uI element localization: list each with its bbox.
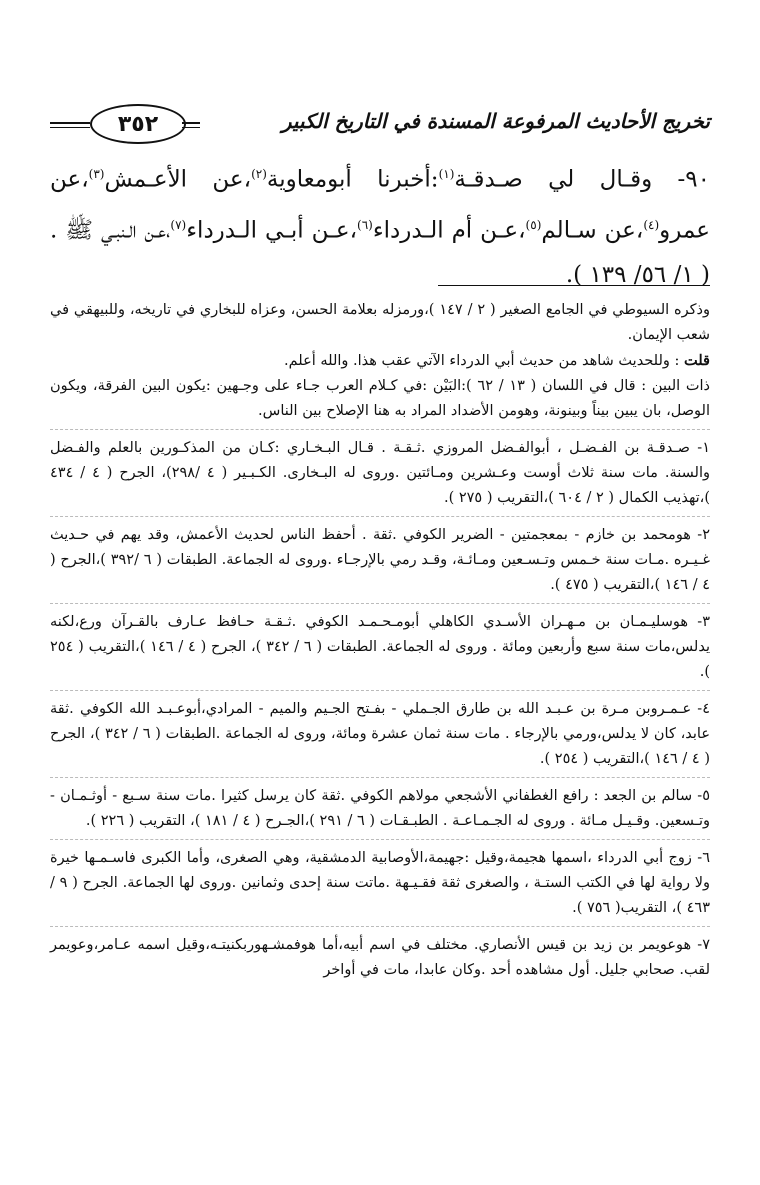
header-rule <box>50 127 90 128</box>
footnote-text: - سالم بن الجعد : رافع الغطفاني الأشجعي مولاهم الكوفي .ثقة كان يرسل كثيرا .مات سنة سـبع - أوثـمـان - وتـسعين. وقـيـل مـائة . وروى له الجـمـاعـة . الطبـقـات ( ٦ / ٢٩١ )،الجـرح ( ٤ / ١٨١ )، التقريب ( ٢٢٦ ). <box>50 788 710 829</box>
footnote-number: ٤ <box>702 701 710 717</box>
footnote-ref: (٧) <box>170 217 187 232</box>
note-divider <box>50 839 710 840</box>
note-divider <box>50 926 710 927</box>
footnote <box>50 610 710 685</box>
hadith-paragraph: ٩٠- وقـال لي صـدقـة$^{(١)}$:أخبرنا أبومعاوية$^{(٢)}$،عن الأعـمش$^{(٣)}$،عن عمرو$^{(٤)}$،عن سـالم$^{(٥)}$،عـن أم الـدرداء$^{(٦)}$،عـن أبـي الـدرداء$^{(٧)}$،عـن الـنبـي ﷺ . ( ١/ ٥٦/ ١٣٩ ). <box>50 166 710 289</box>
footnote-text: - صـدقـة بن الفـضـل ، أبوالفـضل المروزي .ثـقـة . قـال البـخـاري :كـان من المذكـورين بالعلم والفـضل والسنة. مات سنة ثلاث أوست وعـشرين ومـائتين .وروى له البـخارى. الكـبـير ( ٤ /٢٩٨)، الجرح ( ٤ / ٤٣٤ )،تهذيب الكمال ( ٢ / ٦٠٤ )،التقريب ( ٢٧٥ ). <box>50 440 710 506</box>
footnotes-section <box>50 298 710 983</box>
note-divider <box>50 777 710 778</box>
footnote-number: ٦ <box>702 850 710 866</box>
note-divider <box>50 603 710 604</box>
footnote-text: - زوج أبي الدرداء ،اسمها هجيمة،وقيل :جهيمة،الأوصابية الدمشقية، وهي الصغرى، وأما الكبرى فاسـمـها خيرة ولا رواية لها في الكتب الستـة ، والصغرى ثقة فقـيـهة .ماتت سنة إحدى وثمانين .وروى لها الجماعة. الجرح ( ٩ / ٤٦٣ )، التقريب( ٧٥٦ ). <box>50 850 711 916</box>
header-rule <box>50 122 90 124</box>
page-header <box>50 96 710 146</box>
footnote <box>50 436 710 511</box>
footnote-text: - هومحمد بن خازم - بمعجمتين - الضرير الكوفي .ثقة . أحفظ الناس لحديث الأعمش، وقد يهم في حـديث غـيـره .مـات سنة خـمس وتـسـعين ومـائـة، وقـد رمي بالإرجـاء .وروى له الجماعة. الطبقات ( ٦ /٣٩٢ )،الجرح ( ٤ / ١٤٦ )،التقريب ( ٤٧٥ ). <box>50 527 710 593</box>
continued-note: وذكره السيوطي في الجامع الصغير ( ٢ / ١٤٧ )،ورمزله بعلامة الحسن، وعزاه للبخاري في تاريخه، وللبيهقي في شعب الإيمان. <box>50 302 710 343</box>
note-divider <box>50 690 710 691</box>
footnote-ref: (٦) <box>357 217 373 232</box>
hadith-number: ٩٠ <box>685 166 710 193</box>
footnote-number: ١ <box>702 440 710 456</box>
note-divider <box>50 429 710 430</box>
footnote-ref: (١) <box>438 167 455 181</box>
gloss-note: ذات البين : قال في اللسان ( ١٣ / ٦٢ ):البَيْن :في كـلام العرب جـاء على وجـهين :يكون البين الفرقة، ويكون الوصل، بان يبين بيناً وبينونة، وهومن الأضداد المراد به هنا الإصلاح بين الناس. <box>50 378 710 419</box>
hadith-text <box>50 152 710 298</box>
footnote-text: - هوعويمر بن زيد بن قيس الأنصاري. مختلف في اسم أبيه،أما هوفمشـهوربكنيتـه،وقيل اسمه عـامر،وعويمر لقب. صحابي جليل. أول مشاهده أحد .وكان عابدا، مات في أواخر <box>50 937 710 978</box>
footnote <box>50 846 710 921</box>
footnote-number: ٥ <box>702 788 710 804</box>
footnote <box>50 697 710 772</box>
footnote-text: - عـمـروبن مـرة بن عـبـد الله بن طارق الجـملي - بفـتح الجـيم والميم - المرادي،أبوعـبـد الله الكوفي .ثقة عابد، كان لا يدلس،ورمي بالإرجاء . مات سنة ثمان عشرة ومائة، وروى له الجماعة .الطبقات ( ٦ / ٣٤٢ )، الجرح ( ٤ / ١٤٦ )،التقريب ( ٢٥٤ ). <box>50 701 710 767</box>
footnote <box>50 523 710 598</box>
page-number: ٣٥٢ <box>90 104 186 144</box>
footnote-ref: (٣) <box>88 167 105 181</box>
footnote-text: - هوسليـمـان بن مـهـران الأسـدي الكاهلي أبومـحـمـد الكوفي .ثـقـة حـافظ عـارف بالقـرآن ورع،لكنه يدلس،مات سنة سبع وأربعين ومائة . وروى له الجماعة. الطبقات ( ٦ / ٣٤٢ )، الجرح ( ٤ / ١٤٦ )،التقريب ( ٢٥٤ ). <box>50 614 710 680</box>
running-title: تخريج الأحاديث المرفوعة المسندة في التاريخ الكبير <box>281 109 710 133</box>
footnote-ref: (٢) <box>251 167 267 181</box>
footnote <box>50 784 710 834</box>
footnote-ref: (٤) <box>643 217 660 232</box>
footnote <box>50 933 710 983</box>
footnote-number: ٧ <box>702 937 710 953</box>
qultu-label: قلت <box>684 352 710 369</box>
qultu-note: قلت : وللحديث شاهد من حديث أبي الدرداء الآتي عقب هذا. والله أعلم. <box>284 352 710 369</box>
footnote-number: ٣ <box>702 614 710 630</box>
footnote-number: ٢ <box>702 527 710 543</box>
note-divider <box>50 516 710 517</box>
source-reference: ( ١/ ٥٦/ ١٣٩ ). <box>565 262 710 289</box>
footnote-ref: (٥) <box>525 217 542 232</box>
footnote-separator <box>438 285 710 286</box>
